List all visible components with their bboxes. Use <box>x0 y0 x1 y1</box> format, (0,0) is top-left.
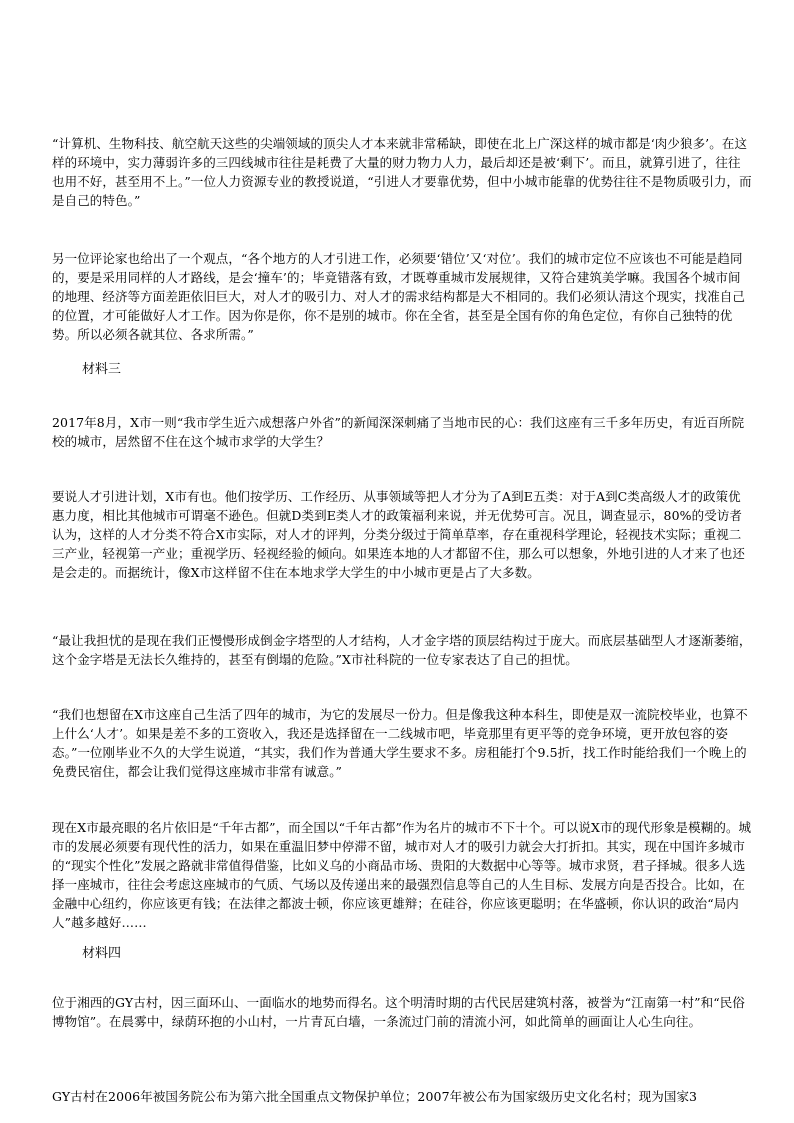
heading-material-three: 材料三 <box>82 362 122 377</box>
paragraph-gy-heritage: GY古村在2006年被国务院公布为第六批全国重点文物保护单位；2007年被公布为国家级历史文化名村；现为国家3 <box>52 1089 698 1104</box>
paragraph-talent-plan: 要说人才引进计划，X市有也。他们按学历、工作经历、从事领域等把人才分为了A到E五类：对于A到C类高级人才的政策优惠力度，相比其他城市可谓毫不逊色。但就D类到E类人才的政策福利来说，并无优势可言。况且，调查显示，80%的受访者认为，这样的人才分类不符合X市实际，对人才的评判，分类分级过于简单草率，存在重视科学理论，轻视技术实际；重视二三产业，轻视第一产业；重视学历、轻视经验的倾向。如果连本地的人才都留不住，那么可以想象，外地引进的人才来了也还是会走的。而据统计，像X市这样留不住在本地求学大学生的中小城市更是占了大多数。 <box>52 489 746 580</box>
paragraph-city-image: 现在X市最亮眼的名片依旧是“千年古都”，而全国以“千年古都”作为名片的城市不下十个。可以说X市的现代形象是模糊的。城市的发展必须要有现代性的活力，如果在重温旧梦中停滞不留，城市对人才的吸引力就会大打折扣。其实，现在中国许多城市的“现实个性化”发展之路就非常值得借鉴，比如义乌的小商品市场、贵阳的大数据中心等等。城市求贤，君子择城。很多人选择一座城市，往往会考虑这座城市的气质、气场以及传递出来的最强烈信息等自己的人生目标、发展方向是否投合。比如，在金融中心纽约，你应该更有钱；在法律之都波士顿，你应该更雄辩；在硅谷，你应该更聪明；在华盛顿，你认识的政治“局内人”越多越好…… <box>52 820 752 930</box>
paragraph-gy-village: 位于湘西的GY古村，因三面环山、一面临水的地势而得名。这个明清时期的古代民居建筑村落，被誉为“江南第一村”和“民俗博物馆”。在晨雾中，绿荫环抱的小山村，一片青瓦白墙，一条流过门前的清流小河，如此简单的画面让人心生向往。 <box>52 995 745 1029</box>
heading-material-four: 材料四 <box>82 946 122 961</box>
paragraph-expert-concern: “最让我担忧的是现在我们正慢慢形成倒金字塔型的人才结构，人才金字塔的顶层结构过于庞大。而底层基础型人才逐渐萎缩，这个金字塔是无法长久维持的，甚至有倒塌的危险。”X市社科院的一位专家表达了自己的担忧。 <box>52 633 752 667</box>
paragraph-news-2017: 2017年8月，X市一则“我市学生近六成想落户外省”的新闻深深刺痛了当地市民的心：我们这座有三千多年历史，有近百所院校的城市，居然留不住在这个城市求学的大学生？ <box>52 415 745 449</box>
paragraph-graduate-quote: “我们也想留在X市这座自己生活了四年的城市，为它的发展尽一份力。但是像我这种本科生，即使是双一流院校毕业，也算不上什么‘人才’。如果是差不多的工资收入，我还是选择留在一二线城市吧，毕竟那里有更平等的竞争环境，更开放包容的姿态。”一位刚毕业不久的大学生说道，“其实，我们作为普通大学生要求不多。房租能打个9.5折，找工作时能给我们一个晚上的免费民宿住，都会让我们觉得这座城市非常有诚意。” <box>52 707 748 779</box>
paragraph-professor-quote: “计算机、生物科技、航空航天这些的尖端领域的顶尖人才本来就非常稀缺，即使在北上广深这样的城市都是‘肉少狼多’。在这样的环境中，实力薄弱许多的三四线城市往往是耗费了大量的财力物力人力，最后却还是被‘剩下’。而且，就算引进了，往往也用不好，甚至用不上。”一位人力资源专业的教授说道，“引进人才要靠优势，但中小城市能靠的优势往往不是物质吸引力，而是自己的特色。” <box>52 136 752 208</box>
paragraph-commentator-view: 另一位评论家也给出了一个观点，“各个地方的人才引进工作，必须要‘错位’又‘对位’。我们的城市定位不应该也不可能是趋同的，要是采用同样的人才路线，是会‘撞车’的；毕竟错落有致，才既尊重城市发展规律，又符合建筑美学嘛。我国各个城市间的地理、经济等方面差距依旧巨大，对人才的吸引力、对人才的需求结构都是大不相同的。我们必须认清这个现实，找准自己的位置，才可能做好人才工作。因为你是你，你不是别的城市。你在全省，甚至是全国有你的角色定位，有你自己独特的优势。所以必须各就其位、各求所需。” <box>52 251 746 342</box>
